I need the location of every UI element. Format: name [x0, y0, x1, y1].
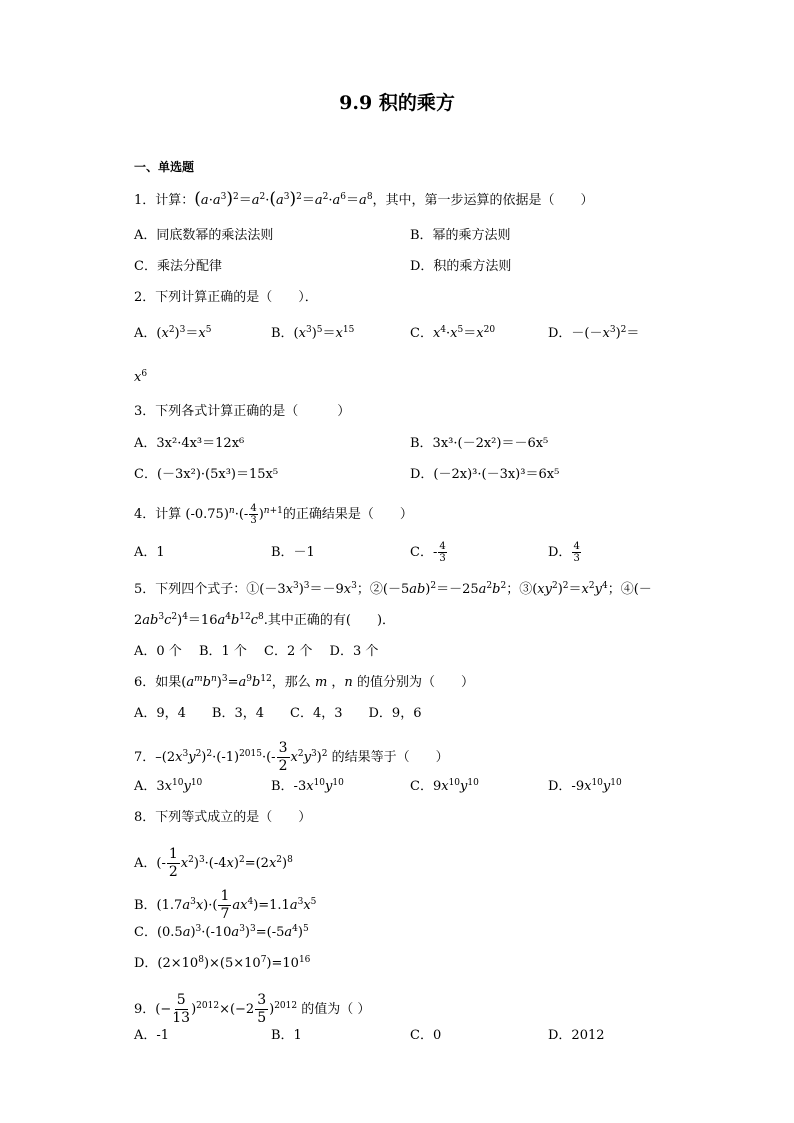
question-1-stem: 1．计算：$(a\cdot a^3)^2=a^2\cdot(a^3)^2=a^2\cdot a^6=a^8$，其中，第一步运算的依据是（ ）	[134, 189, 594, 209]
question-1-option-c[interactable]: C．乘法分配律	[134, 259, 222, 274]
question-2-option-d-cont: $x^6$	[134, 369, 148, 385]
question-9-option-a[interactable]: A．-1	[134, 1028, 170, 1043]
question-5-option-d[interactable]: D．3 个	[329, 644, 379, 659]
question-2-option-d[interactable]: D．$-(-x^3)^2=$	[548, 325, 640, 341]
question-8-stem: 8．下列等式成立的是（ ）	[134, 810, 312, 825]
question-1-option-b[interactable]: B．幂的乘方法则	[410, 228, 511, 243]
question-6-stem: 6．如果$(a^mb^n)^3=a^9b^{12}$，那么 m ，n 的值分别为（ ）	[134, 674, 474, 690]
question-5-option-b[interactable]: B．1 个	[198, 644, 247, 659]
question-5-option-c[interactable]: C．2 个	[264, 644, 313, 659]
question-8-option-a[interactable]: A．(- $\frac{1}{2}$ $x^2)^3\cdot(-4x)^2=(2x^2)^8$	[134, 846, 293, 880]
question-3-option-b[interactable]: B．3x³·(－2x²)＝－6x⁵	[410, 436, 549, 451]
question-5-options[interactable]	[134, 644, 378, 660]
section-heading: 一、单选题	[134, 160, 195, 174]
question-3-option-d[interactable]: D．(－2x)³·(－3x)³＝6x⁵	[410, 467, 560, 482]
question-3-stem: 3．下列各式计算正确的是（ ）	[134, 404, 351, 419]
question-9-stem: 9．(− $\frac{5}{13}$ )$^{2012}$×(−2 $\frac{3}{5}$ )$^{2012}$ 的值为（ ）	[134, 992, 371, 1026]
question-4-option-d[interactable]: D． $\frac{4}{3}$	[548, 541, 580, 564]
question-7-stem: 7．$-(2x^3y^2)^2\cdot(-1)^{2015}\cdot(-$ $\frac{3}{2}$ $x^2y^3)^2$ 的结果等于（ ）	[134, 740, 449, 774]
question-6-options[interactable]: A．9，4 B．3，4 C．4，3 D．9，6	[134, 706, 422, 721]
question-2-stem: 2．下列计算正确的是（ ）．	[134, 290, 318, 305]
question-9-option-c[interactable]: C．0	[410, 1028, 442, 1043]
question-3-option-a[interactable]: A．3x²·4x³＝12x⁶	[134, 436, 245, 451]
question-8-option-b[interactable]: B．$(1.7a^3x)\cdot$( $\frac{1}{7}$ $ax^4)=1.1a^3x^5$	[134, 888, 317, 922]
question-2-option-b[interactable]: B．$(x^3)^5=x^{15}$	[271, 325, 355, 341]
question-7-option-d[interactable]: D．$-9x^{10}y^{10}$	[548, 778, 622, 794]
question-9-option-b[interactable]: B．1	[271, 1028, 302, 1043]
question-4-option-b[interactable]: B．－1	[271, 545, 315, 560]
question-1-option-a[interactable]: A．同底数幂的乘法法则	[134, 228, 274, 243]
question-1-option-d[interactable]: D．积的乘方法则	[410, 259, 512, 274]
question-2-option-c[interactable]: C．$x^4\cdot x^5=x^{20}$	[410, 325, 496, 341]
question-5-stem: 5．下列四个式子：$①(-3x^3)^3=-9x^3$；$②(-5ab)^2=-25a^2b^2$；$③(xy^2)^2=x^2y^4$；④(－	[134, 581, 652, 597]
page-title: 9.9 积的乘方	[339, 92, 455, 114]
question-3-option-c[interactable]: C．(－3x²)·(5x³)＝15x⁵	[134, 467, 279, 482]
question-8-option-c[interactable]: C．$(0.5a)^3\cdot(-10a^3)^3=(-5a^4)^5$	[134, 924, 309, 940]
question-9-option-d[interactable]: D．2012	[548, 1028, 605, 1043]
question-2-option-a[interactable]: A．$(x^2)^3=x^5$	[134, 325, 212, 341]
question-5-option-a[interactable]: A．0 个	[134, 644, 182, 659]
question-7-option-b[interactable]: B．$-3x^{10}y^{10}$	[271, 778, 344, 794]
question-4-option-a[interactable]: A．1	[134, 545, 165, 560]
question-5-stem-cont: $2ab^3c^2)^4=16a^4b^{12}c^8$.其中正确的有( )．	[134, 612, 396, 628]
question-7-option-c[interactable]: C．$9x^{10}y^{10}$	[410, 778, 479, 794]
question-4-stem: 4．计算 $(-0.75)^n\cdot(-$ $\frac{4}{3}$ )$^{n+1}$的正确结果是（ ）	[134, 503, 413, 526]
question-4-option-c[interactable]: C．- $\frac{4}{3}$	[410, 541, 446, 564]
question-7-option-a[interactable]: A．$3x^{10}y^{10}$	[134, 778, 203, 794]
question-8-option-d[interactable]: D．$(2\times 10^8)\times(5\times 10^7)=10^{16}$	[134, 955, 311, 971]
